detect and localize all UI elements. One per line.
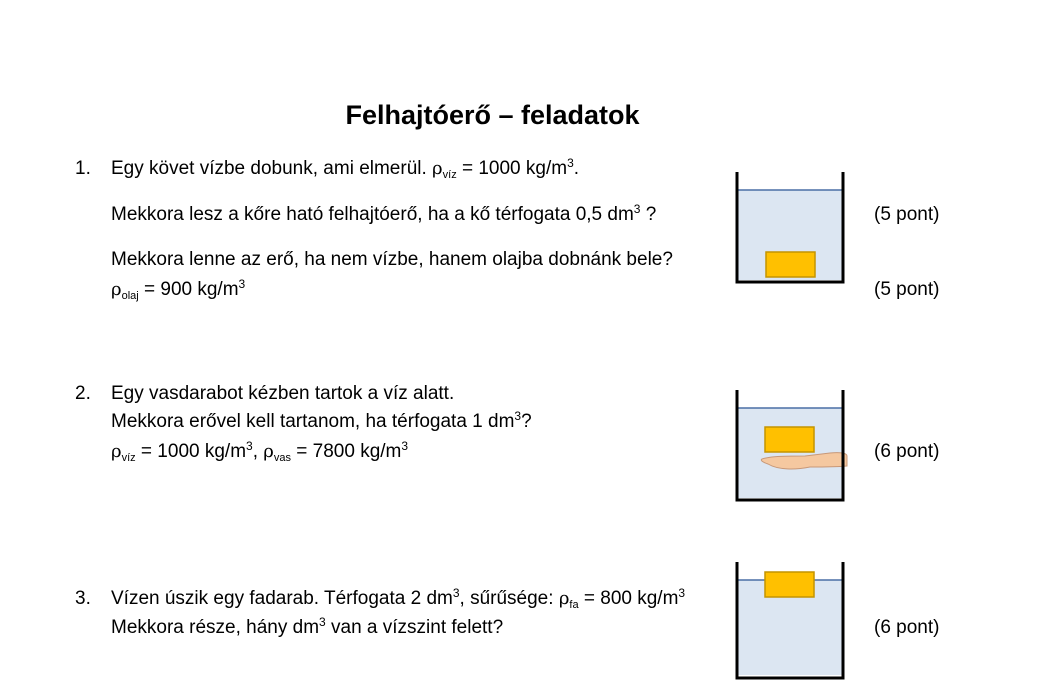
iron-block <box>765 427 814 452</box>
problem-number: 3. <box>75 588 91 609</box>
iron-in-hand-illustration <box>730 390 855 505</box>
points-label: (5 pont) <box>874 279 940 300</box>
problem-3-line-1: Vízen úszik egy fadarab. Térfogata 2 $dm^3$, sűrűsége: $\rho_{fa} = 800$ $kg/m^3$ <box>111 586 686 611</box>
problem-1-question-2: Mekkora lenne az erő, ha nem vízbe, hanem olajba dobnánk bele? <box>111 249 673 270</box>
floating-wood-illustration <box>730 560 850 680</box>
oil-density: $\rho_{olaj} = 900$ $kg/m^3$ <box>111 277 246 302</box>
stone-block <box>766 252 815 277</box>
problem-1-question-1: Mekkora lesz a kőre ható felhajtóerő, ha a kő térfogata 0,5 $dm^3$ ? <box>111 202 657 225</box>
points-label: (6 pont) <box>874 617 940 638</box>
problem-number: 1. <box>75 158 91 179</box>
sunk-stone-illustration <box>730 172 850 287</box>
points-label: (6 pont) <box>874 441 940 462</box>
problem-1-statement: Egy követ vízbe dobunk, ami elmerül. $\rho_{víz} = 1000$ $kg/m^3$. <box>111 156 580 181</box>
densities: $\rho_{víz} = 1000$ $kg/m^3$, $\rho_{vas} = 7800$ $kg/m^3$ <box>111 439 409 464</box>
problem-number: 2. <box>75 383 91 404</box>
wood-block <box>765 572 814 597</box>
problem-3-line-2: Mekkora része, hány $dm^3$ van a vízszint felett? <box>111 615 504 638</box>
problem-2-line-2: Mekkora erővel kell tartanom, ha térfogata 1 $dm^3$? <box>111 409 532 432</box>
page-title: Felhajtóerő – feladatok <box>345 100 640 130</box>
points-label: (5 pont) <box>874 204 940 225</box>
problem-2-line-1: Egy vasdarabot kézben tartok a víz alatt. <box>111 383 455 404</box>
